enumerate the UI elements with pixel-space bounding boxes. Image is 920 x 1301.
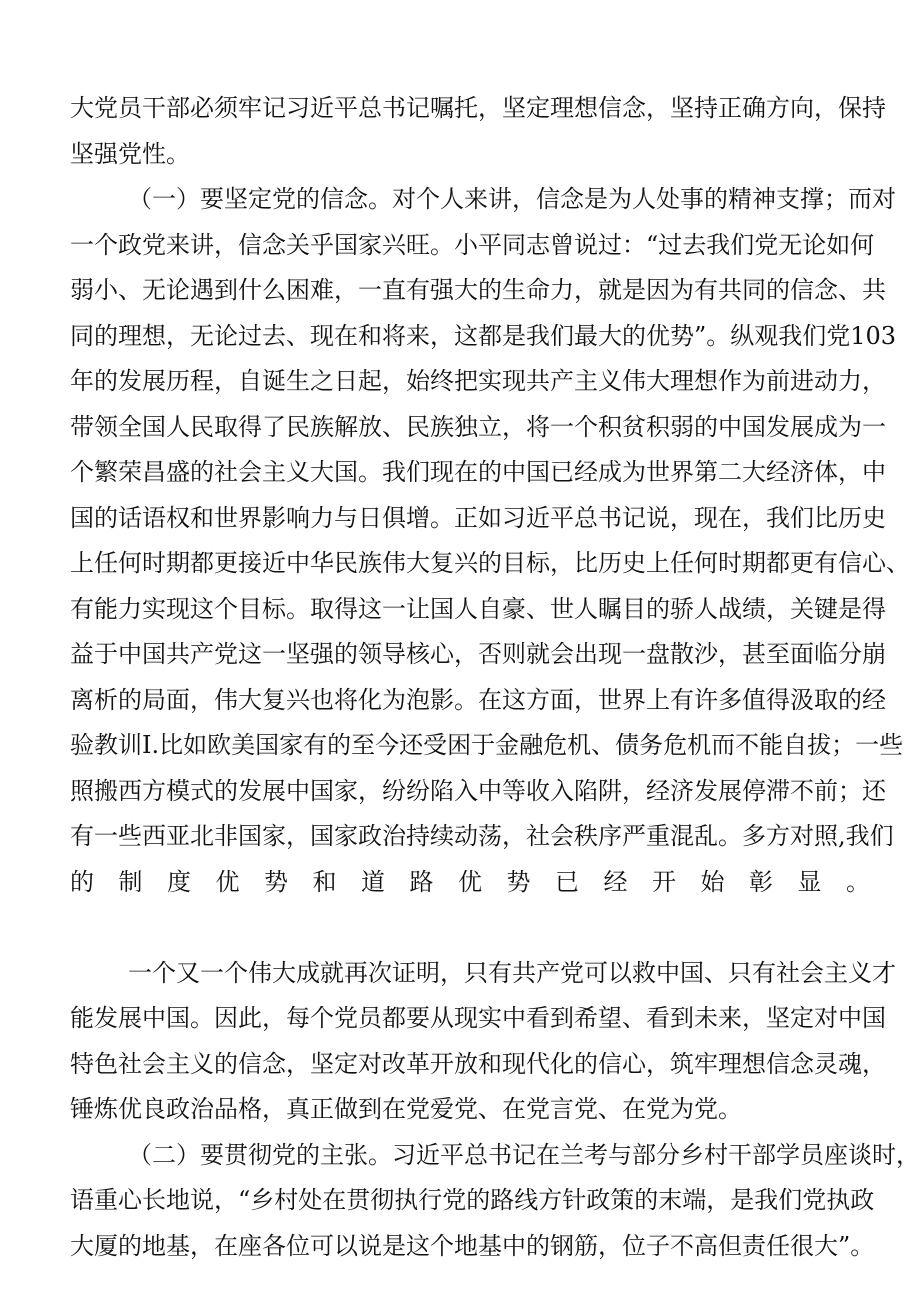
text-line: 验教训I.比如欧美国家有的至今还受困于金融危机、债务危机而不能自拔；一些 <box>70 731 904 759</box>
text-line: 离析的局面，伟大复兴也将化为泡影。在这方面，世界上有许多值得汲取的经 <box>70 685 886 714</box>
text-line: 一个政党来讲，信念关乎国家兴旺。小平同志曾说过：“过去我们党无论如何 <box>70 230 875 259</box>
text-line: 大厦的地基，在座各位可以说是这个地基中的钢筋，位子不高但责任很大”。 <box>70 1231 875 1260</box>
text-line: 同的理想，无论过去、现在和将来，这都是我们最大的优势”。纵观我们党103 <box>70 321 897 350</box>
text-line: 年的发展历程，自诞生之日起，始终把实现共产主义伟大理想作为前进动力， <box>70 367 886 395</box>
text-line: 带领全国人民取得了民族解放、民族独立，将一个积贫积弱的中国发展成为一 <box>70 412 886 441</box>
text-line: 语重心长地说，“乡村处在贯彻执行党的路线方针政策的末端，是我们党执政 <box>70 1186 875 1214</box>
text-line: 国的话语权和世界影响力与日俱增。正如习近平总书记说，现在，我们比历史 <box>70 503 886 532</box>
text-line: 照搬西方模式的发展中国家，纷纷陷入中等收入陷阱，经济发展停滞不前；还 <box>70 776 886 805</box>
text-line: 特色社会主义的信念，坚定对改革开放和现代化的信心，筑牢理想信念灵魂， <box>70 1049 886 1078</box>
text-line: 一个又一个伟大成就再次证明，只有共产党可以救中国、只有社会主义才 <box>128 958 896 987</box>
section-heading-line: （二）要贯彻党的主张。习近平总书记在兰考与部分乡村干部学员座谈时， <box>128 1140 920 1169</box>
document-page <box>70 86 920 1269</box>
text-line: 上任何时期都更接近中华民族伟大复兴的目标，比历史上任何时期都更有信心、 <box>70 549 910 577</box>
text-line: 个繁荣昌盛的社会主义大国。我们现在的中国已经成为世界第二大经济体，中 <box>70 458 886 486</box>
text-line: 弱小、无论遇到什么困难，一直有强大的生命力，就是因为有共同的信念、共 <box>70 276 886 304</box>
text-line: 有能力实现这个目标。取得这一让国人自豪、世人瞩目的骄人战绩，关键是得 <box>70 594 886 623</box>
text-line: 锤炼优良政治品格，真正做到在党爱党、在党言党、在党为党。 <box>70 1095 742 1123</box>
text-line: 大党员干部必须牢记习近平总书记嘱托，坚定理想信念，坚持正确方向，保持 <box>70 94 886 122</box>
text-line <box>70 905 870 951</box>
text-line: 能发展中国。因此，每个党员都要从现实中看到希望、看到未来，坚定对中国 <box>70 1004 886 1032</box>
text-line: 有一些西亚北非国家，国家政治持续动荡，社会秩序严重混乱。多方对照,我们 <box>70 822 894 850</box>
section-heading-line: （一）要坚定党的信念。对个人来讲，信念是为人处事的精神支撑；而对 <box>128 185 896 213</box>
text-line: 的制度优势和道路优势已经开始彰显。 <box>70 867 870 896</box>
text-line: 坚强党性。 <box>70 139 190 168</box>
text-line: 益于中国共产党这一坚强的领导核心，否则就会出现一盘散沙，甚至面临分崩 <box>70 640 886 668</box>
